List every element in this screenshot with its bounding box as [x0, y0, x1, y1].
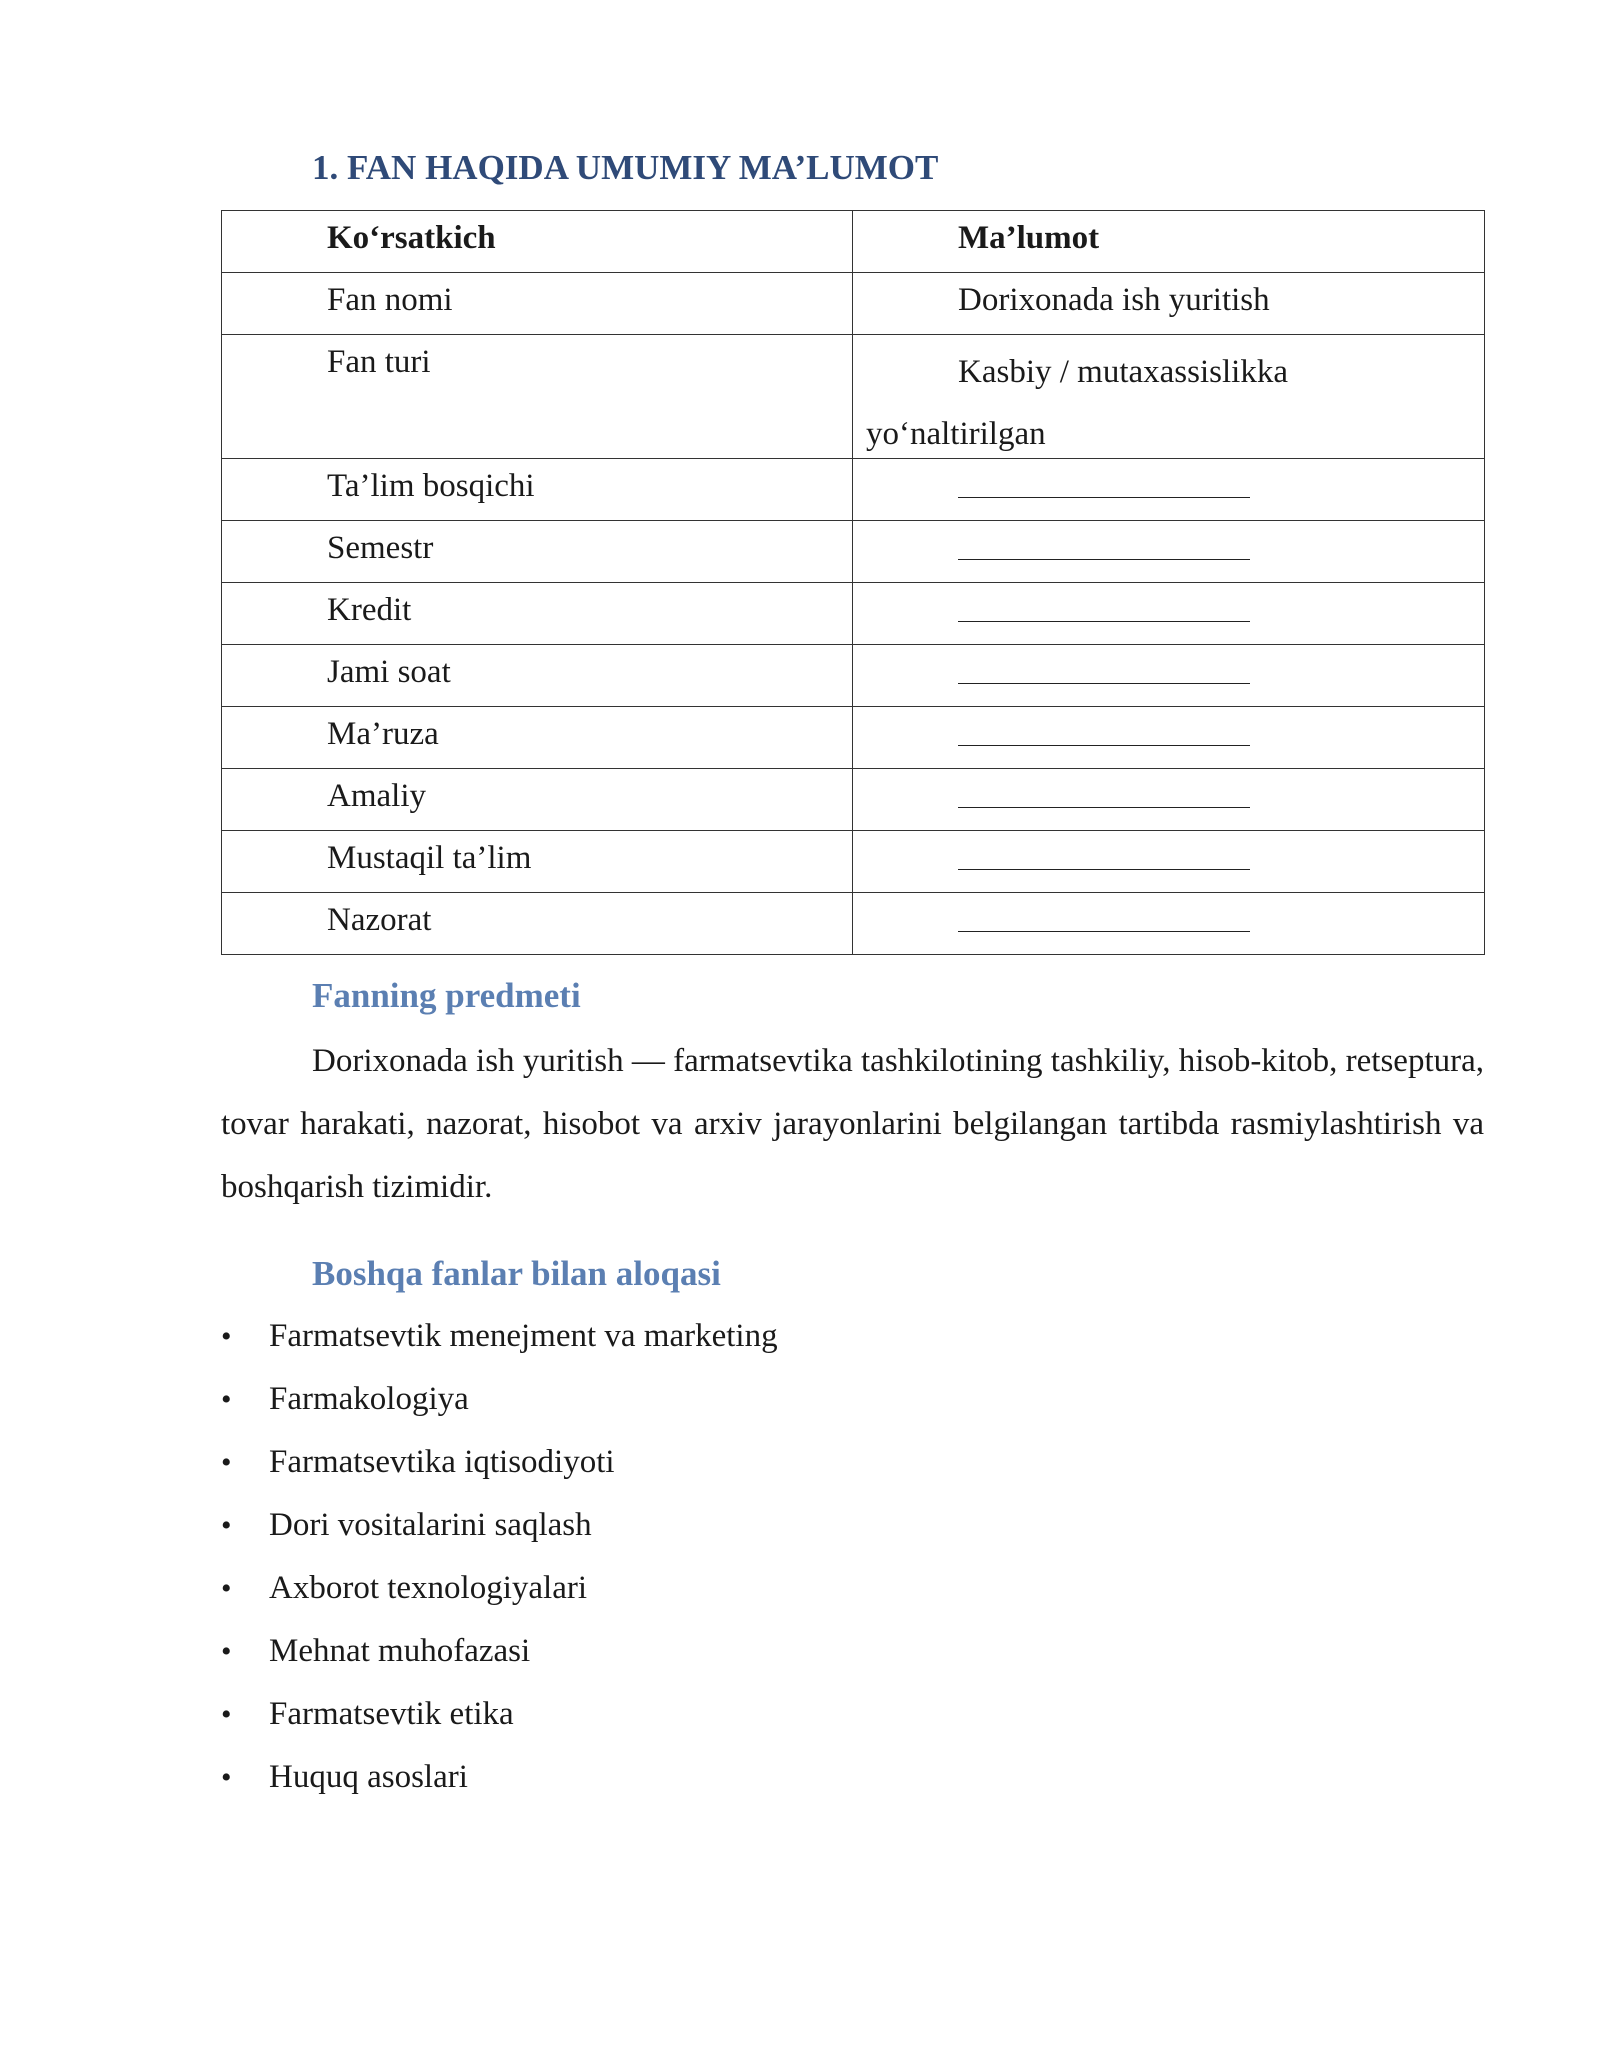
list-item-text: Farmatsevtika iqtisodiyoti: [269, 1444, 615, 1480]
list-item: [221, 1746, 778, 1809]
bullet-icon: •: [221, 1761, 232, 1794]
list-item: [221, 1494, 778, 1557]
info-table: [221, 210, 1485, 955]
list-item-text: Dori vositalarini saqlash: [269, 1507, 592, 1543]
header-indicator: Ko‘rsatkich: [327, 220, 496, 256]
list-item-text: Mehnat muhofazasi: [269, 1633, 531, 1669]
row-label: Fan turi: [327, 344, 431, 380]
row-label: Ta’lim bosqichi: [327, 468, 535, 504]
bullet-icon: •: [221, 1509, 232, 1542]
table-row: [222, 769, 1485, 831]
table-header-row: [222, 211, 1485, 273]
table-cell: [222, 707, 853, 769]
row-label: Jami soat: [327, 654, 451, 690]
table-cell: [222, 769, 853, 831]
table-row: [222, 521, 1485, 583]
row-value: Dorixonada ish yuritish: [958, 282, 1270, 318]
row-value: [853, 583, 1484, 644]
list-item: [221, 1368, 778, 1431]
blank-fill-line: [958, 589, 1250, 622]
row-label: Kredit: [327, 592, 412, 628]
row-value: [853, 707, 1484, 768]
list-item: [221, 1683, 778, 1746]
table-cell: [853, 335, 1485, 459]
table-cell: [853, 645, 1485, 707]
table-cell: [853, 831, 1485, 893]
row-value: [853, 459, 1484, 520]
table-cell: [853, 459, 1485, 521]
table-cell: [222, 893, 853, 955]
subject-paragraph: Dorixonada ish yuritish — farmatsevtika tashkilotining tashkiliy, hisob-kitob, retseptura, tovar harakati, nazorat, hisobot va arxiv jarayonlarini belgilangan tartibda rasmiylashtirish va boshqarish tizimidir.: [221, 1043, 1484, 1205]
bullet-icon: •: [221, 1383, 232, 1416]
blank-fill-line: [958, 465, 1250, 498]
list-item-text: Axborot texnologiyalari: [269, 1570, 588, 1606]
row-value: [853, 831, 1484, 892]
relations-list: [221, 1305, 778, 1809]
subject-heading: Fanning predmeti: [312, 976, 581, 1015]
table-row: [222, 831, 1485, 893]
relations-heading: Boshqa fanlar bilan aloqasi: [312, 1254, 721, 1293]
table-cell: [222, 335, 853, 459]
row-value-line: yo‘naltirilgan: [866, 416, 1046, 452]
table-cell: [853, 893, 1485, 955]
row-label: Semestr: [327, 530, 434, 566]
bullet-icon: •: [221, 1446, 232, 1479]
blank-fill-line: [958, 899, 1250, 932]
table-row: [222, 645, 1485, 707]
bullet-icon: •: [221, 1320, 232, 1353]
row-value: [853, 893, 1484, 954]
blank-fill-line: [958, 837, 1250, 870]
row-label: Nazorat: [327, 902, 432, 938]
row-value: [853, 645, 1484, 706]
list-item: [221, 1557, 778, 1620]
row-label: Ma’ruza: [327, 716, 439, 752]
blank-fill-line: [958, 775, 1250, 808]
row-value-line: Kasbiy / mutaxassislikka: [958, 354, 1288, 390]
row-label: Mustaqil ta’lim: [327, 840, 532, 876]
list-item: [221, 1620, 778, 1683]
list-item-text: Huquq asoslari: [269, 1759, 468, 1795]
bullet-icon: •: [221, 1635, 232, 1668]
table-cell: [222, 645, 853, 707]
table-cell: [222, 459, 853, 521]
row-label: Amaliy: [327, 778, 426, 814]
table-header-cell: [222, 211, 853, 273]
bullet-icon: •: [221, 1572, 232, 1605]
row-label: Fan nomi: [327, 282, 453, 318]
table-header-cell: [853, 211, 1485, 273]
blank-fill-line: [958, 527, 1250, 560]
header-info: Ma’lumot: [958, 220, 1100, 256]
table-row: [222, 583, 1485, 645]
row-value-wrapped: [853, 335, 1484, 458]
list-item-text: Farmakologiya: [269, 1381, 469, 1417]
blank-fill-line: [958, 713, 1250, 746]
list-item: [221, 1431, 778, 1494]
table-cell: [853, 273, 1485, 335]
table-cell: [853, 769, 1485, 831]
table-cell: [222, 273, 853, 335]
list-item: [221, 1305, 778, 1368]
section-title: 1. FAN HAQIDA UMUMIY MA’LUMOT: [312, 148, 939, 187]
list-item-text: Farmatsevtik menejment va marketing: [269, 1318, 778, 1354]
list-item-text: Farmatsevtik etika: [269, 1696, 514, 1732]
table-row: [222, 273, 1485, 335]
table-cell: [853, 521, 1485, 583]
table-cell: [853, 707, 1485, 769]
table-cell: [222, 521, 853, 583]
blank-fill-line: [958, 651, 1250, 684]
table-row: [222, 893, 1485, 955]
table-row: [222, 459, 1485, 521]
table-cell: [853, 583, 1485, 645]
row-value: [853, 521, 1484, 582]
row-value: [853, 769, 1484, 830]
table-row: [222, 707, 1485, 769]
bullet-icon: •: [221, 1698, 232, 1731]
table-row: [222, 335, 1485, 459]
table-cell: [222, 831, 853, 893]
table-cell: [222, 583, 853, 645]
